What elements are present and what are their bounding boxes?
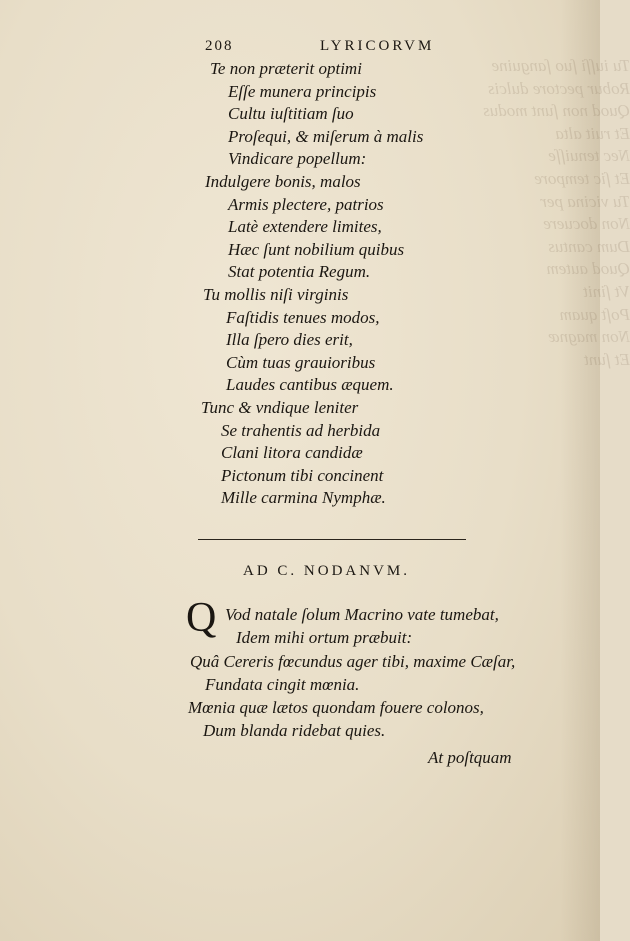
poem-line: Mille carmina Nymphæ. [221,488,386,507]
poem-line: Cultu iuſtitiam ſuo [228,104,354,123]
poem-line: Tunc & vndique leniter [201,398,359,417]
drop-cap: Q [186,595,217,641]
poem-line: Armis plectere, patrios [228,195,384,214]
poem-line: Tu mollis niſi virginis [203,285,349,304]
poem-line: Laudes cantibus æquem. [226,375,394,394]
section-divider [198,539,466,540]
poem-line: Illa ſpero dies erit, [226,330,353,349]
ode-line: Mœnia quæ lætos quondam fouere colonos, [188,698,484,717]
page-number: 208 [205,38,234,54]
poem-line: Vindicare popellum: [228,149,367,168]
running-title: LYRICORVM [320,38,435,54]
poem-line: Te non præterit optimi [210,59,362,78]
poem-line: Pictonum tibi concinent [221,466,384,485]
section-title: AD C. NODANVM. [243,563,411,579]
poem-line: Clani litora candidæ [221,443,363,462]
page-edge-shadow [560,0,600,941]
poem-line: Eſſe munera principis [228,82,377,101]
catchword: At poſtquam [428,748,512,767]
running-header [205,38,460,58]
poem-line: Cùm tuas grauioribus [226,353,376,372]
ode-line: Idem mihi ortum præbuit: [236,628,413,647]
show-through-text: Tu ſanguine Robur pectore dulcis Quod non ſunt modus Et Nec Et ſic Tu per Non Dum Quod Vt ſinit Poſt Non Et ſunt [483,56,630,369]
poem-line: Stat potentia Regum. [228,262,371,281]
ode-line: Vod natale ſolum Macrino vate tumebat, [225,605,499,624]
poem-line: Proſequi, & miſerum à malis [228,127,424,146]
poem-line: Se trahentis ad herbida [221,421,381,440]
poem-line: Latè extendere limites, [228,217,382,236]
ode-line: Quâ Cereris fœcundus ager tibi, maxime Cæſar, [190,652,516,671]
poem-line: Indulgere bonis, malos [205,172,361,191]
poem-line: Faſtidis tenues modos, [226,308,380,327]
ode-line: Fundata cingit mœnia. [205,675,360,694]
poem-line: Hæc ſunt nobilium quibus [228,240,405,259]
ode-line: Dum blanda ridebat quies. [203,721,386,740]
